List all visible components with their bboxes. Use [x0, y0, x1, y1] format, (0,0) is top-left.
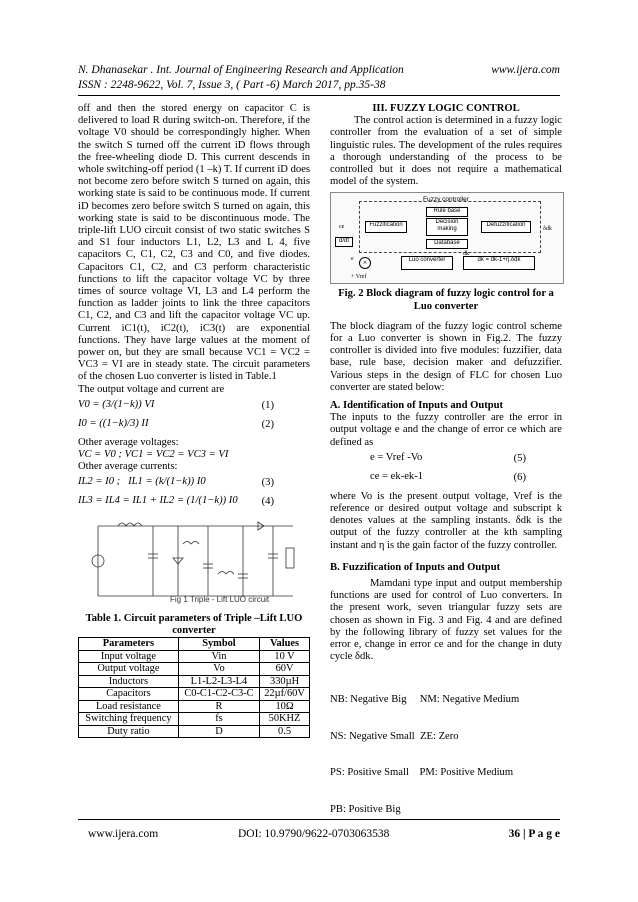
- table-header-cell: Values: [260, 638, 310, 651]
- circuit-parameters-table: [78, 637, 310, 738]
- table-cell: Vin: [178, 650, 259, 663]
- table-cell: L1-L2-L3-L4: [178, 675, 259, 688]
- body-paragraph: off and then the stored energy on capacitor C is delivered to load R during switch-on. Therefore, if the voltage V0 should be correspondingly higher. When the switch S turned off the current iD flows through the free-wheeling diode D. This current descends in whole switching-off period (1 –k) T. If current iD does not become zero before switch S turned on again, this working state is said to be continuous mode. If current iD becomes zero before switch S turned on again, this working state is said to be discontinuous mode. The triple-lift LUO circuit consist of two static switches S and S1 four inductors L1, L2, L3 and L 4, five capacitors C, C1, C2, C3 and C0, and five diodes. Capacitors C1, C2, and C3 perform characteristic functions to lift the capacitor voltage VC by three times of source voltage VI, L3 and L4 perform the function as ladder joints to link the three capacitors C1, C2, and C3 and lift the capacitor voltage VC up. Current iC1(t), iC2(t), iC3(t) are exponential functions. They have large values at the moment of power on, but they are small because VC1 = VC2 = VC3 = VI are in steady state. The circuit parameters of the chosen Luo converter is listed in Table.1: [78, 103, 310, 383]
- footer-rule: [78, 819, 560, 820]
- journal-title: N. Dhanasekar . Int. Journal of Engineering Research and Application: [78, 64, 404, 76]
- vref-label: + Vref: [351, 274, 367, 281]
- table-cell: Inductors: [79, 675, 179, 688]
- issn-line: ISSN : 2248-9622, Vol. 7, Issue 3, ( Part -6) March 2017, pp.35-38: [78, 79, 386, 91]
- fig2-title: Fuzzy controller: [423, 196, 469, 204]
- footer-doi: DOI: 10.9790/9622-0703063538: [238, 828, 390, 840]
- table-row: [79, 675, 310, 688]
- triple-lift-circuit-diagram: [78, 514, 310, 604]
- left-column: [78, 103, 310, 738]
- fuzzy-set-line: NB: Negative Big NM: Negative Medium: [330, 693, 520, 705]
- dk-label: dk: [463, 251, 469, 258]
- running-header: [78, 63, 560, 77]
- database-block: Database: [426, 239, 468, 249]
- fig1-caption: Fig 1 Triple - Lift LUO circuit: [170, 595, 270, 605]
- summing-junction: ×: [359, 257, 371, 269]
- page-number: 36 | P a g e: [508, 828, 560, 840]
- table-row: [79, 725, 310, 738]
- body-paragraph: The inputs to the fuzzy controller are the error in output voltage e and the change of error ce which are defined as: [330, 412, 562, 448]
- header-website[interactable]: www.ijera.com: [491, 64, 560, 76]
- equation-1: V0 = (3/(1−k)) VI (1): [78, 398, 274, 411]
- table-cell: 10 V: [260, 650, 310, 663]
- table-header-cell: Symbol: [178, 638, 259, 651]
- table-cell: 22µf/60V: [260, 688, 310, 701]
- avg-current-label: Other average currents:: [78, 461, 178, 473]
- table-cell: 50KHZ: [260, 713, 310, 726]
- header-rule: [78, 95, 560, 96]
- avg-voltage: VC = V0 ; VC1 = VC2 = VC3 = VI: [78, 449, 229, 461]
- table-cell: 0.5: [260, 725, 310, 738]
- table-cell: R: [178, 700, 259, 713]
- equation-4: IL3 = IL4 = IL1 + IL2 = (1/(1−k)) I0 (4): [78, 495, 274, 508]
- table-row: [79, 700, 310, 713]
- section-title: III. FUZZY LOGIC CONTROL: [372, 103, 520, 114]
- table-cell: Vo: [178, 663, 259, 676]
- fig2-caption: Fig. 2 Block diagram of fuzzy logic control for a Luo converter: [338, 288, 554, 312]
- defuzz-block: Defuzzification: [481, 221, 531, 233]
- table-cell: Duty ratio: [79, 725, 179, 738]
- fuzzy-set-line: NS: Negative Small ZE: Zero: [330, 730, 459, 742]
- ce-label: ce: [339, 224, 345, 231]
- table-cell: D: [178, 725, 259, 738]
- rule-base-block: Rule base: [426, 207, 468, 217]
- fuzzy-set-line: PB: Positive Big: [330, 803, 401, 815]
- subsection-b-title: B. Fuzzification of Inputs and Output: [330, 561, 501, 573]
- body-paragraph: Mamdani type input and output membership functions are used for control of Luo converters. In the present work, seven triangular fuzzy sets are chosen as shown in Fig. 3 and Fig. 4 and are defined by the following library of fuzzy set values for the error e, change in error ce and for the change in duty cycle δdk.: [330, 578, 562, 663]
- ddk-label: δdk: [543, 226, 552, 233]
- table-row: [79, 713, 310, 726]
- body-paragraph: The control action is determined in a fuzzy logic controller from the evaluation of a set of simple linguistic rules. The development of the rules requires a thorough understanding of the process to be controlled but it does not require a mathematical model of the system.: [330, 115, 562, 188]
- fig1-circuit: [78, 514, 310, 608]
- table-header-cell: Parameters: [79, 638, 179, 651]
- equation-5: e = Vref -Vo (5): [370, 451, 526, 464]
- table-row: [79, 663, 310, 676]
- equation-6: ce = ek-ek-1 (6): [370, 470, 526, 483]
- equation-3: IL2 = I0 ; IL1 = (k/(1−k)) I0 (3): [78, 476, 274, 489]
- body-paragraph: where Vo is the present output voltage, Vref is the reference or desired output voltage and subscript k denotes values at the sampling instants. δdk is the output of the fuzzy controller at the kth sampling instant and η is the gain factor of the fuzzy controller.: [330, 490, 562, 551]
- table-title: Table 1. Circuit parameters of Triple –Lift LUO converter: [85, 612, 303, 636]
- table-cell: 330µH: [260, 675, 310, 688]
- table-cell: C0-C1-C2-C3-C: [178, 688, 259, 701]
- table-cell: fs: [178, 713, 259, 726]
- subsection-a-title: A. Identification of Inputs and Output: [330, 400, 504, 412]
- e-label: e: [351, 256, 354, 263]
- table-cell: 10Ω: [260, 700, 310, 713]
- body-paragraph: The output voltage and current are: [78, 383, 225, 395]
- table-cell: Load resistance: [79, 700, 179, 713]
- fuzzification-block: Fuzzification: [365, 221, 407, 233]
- table-cell: Switching frequency: [79, 713, 179, 726]
- fig2-block-diagram: [330, 192, 564, 284]
- equation-2: I0 = ((1−k)/3) II (2): [78, 417, 274, 430]
- right-column: [330, 103, 562, 840]
- table-cell: Input voltage: [79, 650, 179, 663]
- derivative-block: d/dt: [335, 237, 353, 247]
- luo-converter-block: Luo converter: [401, 256, 453, 270]
- fuzzy-set-line: PS: Positive Small PM: Positive Medium: [330, 767, 514, 779]
- table-cell: Output voltage: [79, 663, 179, 676]
- table-row: [79, 688, 310, 701]
- update-block: dk = dk-1+η.δdk: [463, 256, 535, 270]
- footer-website[interactable]: www.ijera.com: [88, 828, 159, 840]
- table-cell: Capacitors: [79, 688, 179, 701]
- avg-voltage-label: Other average voltages:: [78, 436, 179, 448]
- table-cell: 60V: [260, 663, 310, 676]
- decision-block: Decision making: [426, 218, 468, 236]
- body-paragraph: The block diagram of the fuzzy logic control scheme for a Luo converter is shown in Fig.2. The fuzzy controller is divided into five modules: fuzzifier, data base, rule base, decision maker and defuzzifier. Various steps in the design of FLC for chosen Luo converter are stated below:: [330, 320, 562, 393]
- fuzzy-set-list: [330, 670, 562, 841]
- table-row: [79, 650, 310, 663]
